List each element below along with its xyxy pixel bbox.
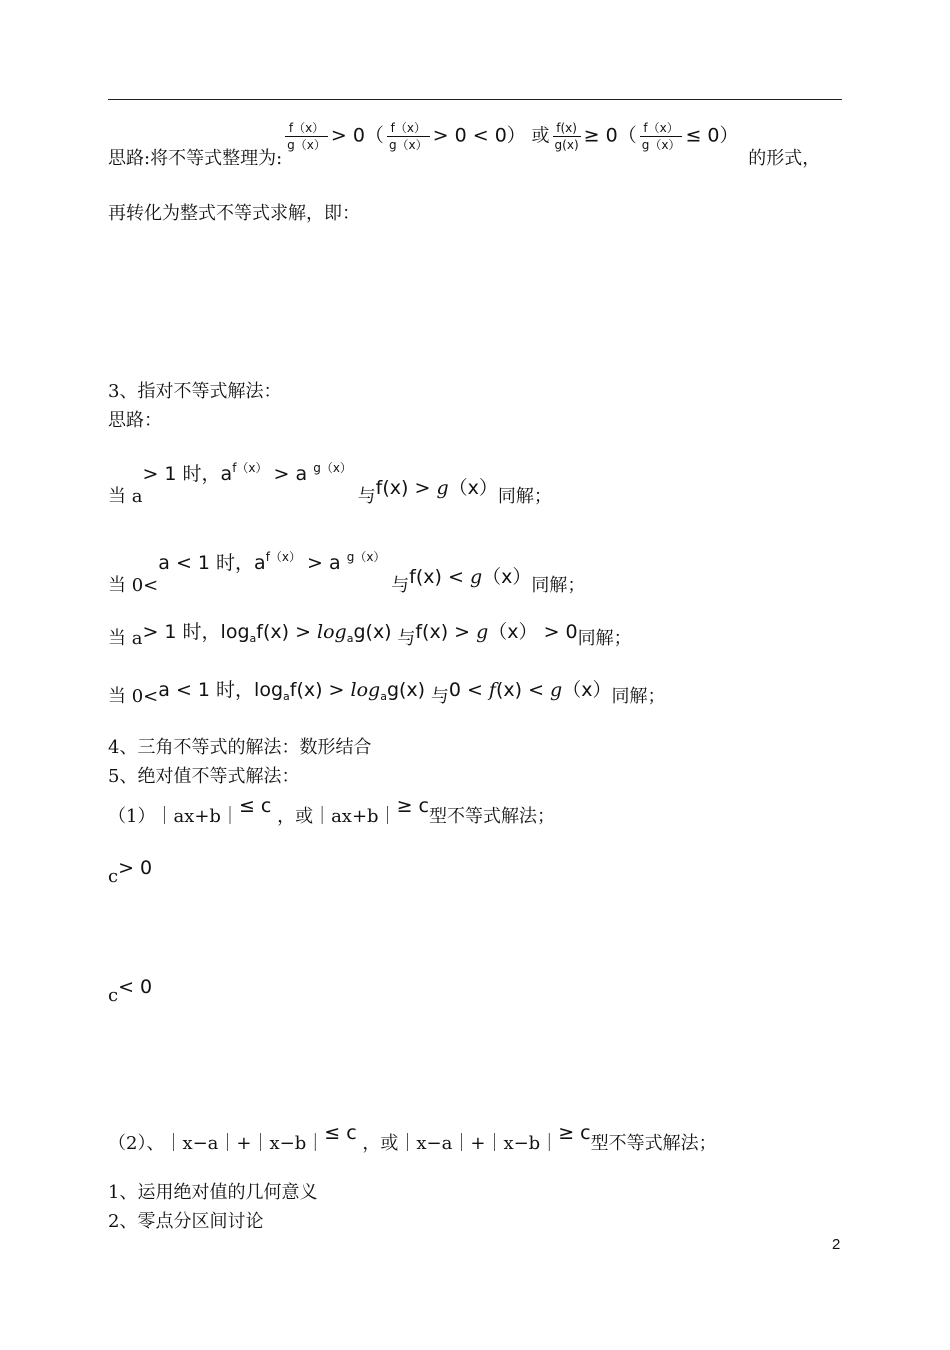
fraction-2: $\frac{f(x)}{g(x)}$ bbox=[388, 121, 428, 152]
method-1: 1、运用绝对值的几何意义 bbox=[108, 1182, 318, 1203]
method-2: 2、零点分区间讨论 bbox=[108, 1211, 264, 1232]
fraction-3: $\frac{f(x)}{g(x)}$ bbox=[554, 121, 579, 152]
fraction-4: $\frac{f(x)}{g(x)}$ bbox=[641, 121, 681, 152]
fraction-1: $\frac{f(x)}{g(x)}$ bbox=[287, 121, 326, 152]
line-convert: 再转化为整式不等式求解，即： bbox=[108, 203, 360, 224]
line-log-a-gt-1: 当 a> 1 时，$\log_af(x) > \log_ag(x)$ 与f(x) > g（x） > 0同解； bbox=[108, 621, 632, 649]
case-c-positive: c> 0 bbox=[108, 857, 153, 887]
section-5-heading: 5、绝对值不等式解法： bbox=[108, 766, 300, 787]
idea-label: 思路： bbox=[108, 410, 162, 431]
line-abs-type-1: （1）｜ax+b｜≤ c ，或｜ax+b｜≥ c型不等式解法； bbox=[108, 795, 555, 827]
idea-prefix: 思路:将不等式整理为: bbox=[108, 147, 283, 169]
line-log-a-lt-1: 当 0<a < 1 时，$\log_af(x) > \log_ag(x)$ 与0 < f(x) < g（x）同解； bbox=[108, 679, 666, 707]
section-4-heading: 4、三角不等式的解法：数形结合 bbox=[108, 737, 372, 758]
section-3-heading: 3、指对不等式解法： bbox=[108, 381, 282, 402]
header-rule bbox=[108, 99, 842, 100]
line-abs-type-2: （2）、｜x−a｜+｜x−b｜≤ c ，或｜x−a｜+｜x−b｜≥ c型不等式解法； bbox=[108, 1122, 717, 1154]
line-exp-a-gt-1: 当 a> 1 时，$a^{f(x)} > a$ $^{g(x)}$ 与f(x) > g（x）同解； bbox=[108, 461, 552, 507]
line-exp-a-lt-1: 当 0<a < 1 时，$a^{f(x)} > a$ $^{g(x)}$ 与f(x) < g（x）同解； bbox=[108, 550, 586, 596]
line-idea-fraction: 思路:将不等式整理为: $\frac{f(x)}{g(x)}$ > 0（ $\frac{f(x)}{g(x)}$ > 0 < 0） 或 $\frac{f(x)}{g(x)}$ ≥ 0（ $\frac{f(x)}{g(x)}$ ≤ 0） 的形式， bbox=[108, 121, 821, 169]
idea-suffix: 的形式， bbox=[748, 147, 821, 169]
case-c-negative: c< 0 bbox=[108, 976, 153, 1006]
page-number: 2 bbox=[832, 1236, 841, 1253]
